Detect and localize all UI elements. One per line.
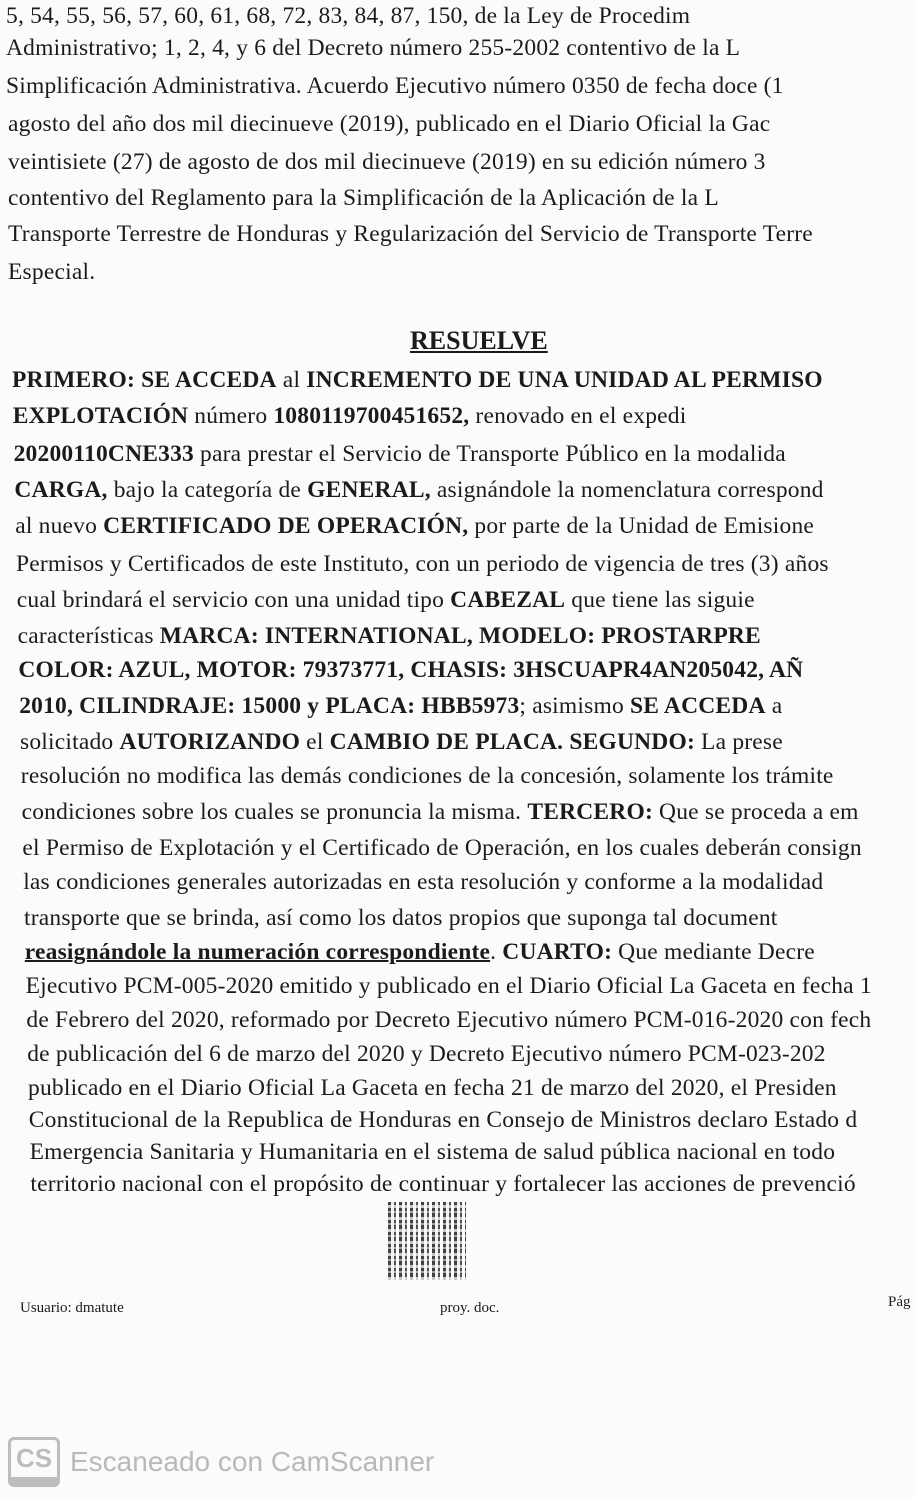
watermark-text: Escaneado con CamScanner: [70, 1446, 435, 1477]
text-segment: solicitado: [20, 729, 120, 755]
text-line: [25, 938, 815, 966]
text-line: [6, 34, 740, 62]
text-segment: por parte de la Unidad de Emisione: [468, 513, 815, 539]
bold-text: AUTORIZANDO: [119, 729, 301, 755]
text-line: [17, 586, 755, 614]
bold-text: reasignándole la numeración correspondiente: [24, 939, 491, 965]
bold-text: PRIMERO: SE ACCEDA: [12, 367, 277, 393]
text-segment: número: [188, 403, 274, 429]
bold-text: CAMBIO DE PLACA. SEGUNDO:: [329, 729, 695, 755]
bold-text: GENERAL,: [307, 477, 431, 503]
text-line: [8, 220, 813, 248]
text-line: [12, 366, 823, 394]
text-line: [18, 622, 761, 650]
qr-code: [388, 1202, 466, 1280]
bold-text: COLOR: AZUL, MOTOR: 79373771, CHASIS: 3HSCUAPR4AN205042, AÑ: [18, 657, 804, 683]
footer-page: Pág: [888, 1294, 911, 1310]
text-line: [8, 148, 766, 176]
text-segment: al: [276, 367, 307, 393]
text-segment: Ejecutivo PCM-005-2020 emitido y publicado en el Diario Oficial La Gaceta en fecha 1: [25, 973, 872, 999]
text-segment: el: [300, 729, 330, 755]
camscanner-logo-icon: CS: [8, 1437, 60, 1487]
text-segment: publicado en el Diario Oficial La Gaceta en fecha 21 de marzo del 2020, el Presiden: [28, 1075, 837, 1101]
bold-text: CARGA,: [14, 477, 108, 503]
text-segment: al nuevo: [15, 513, 104, 539]
text-line: [26, 1006, 871, 1034]
bold-text: 1080119700451652,: [273, 403, 470, 429]
bold-text: 20200110CNE333: [13, 441, 194, 467]
text-line: [30, 1170, 855, 1198]
text-line: [6, 2, 690, 30]
text-line: [15, 512, 814, 540]
bold-text: TERCERO:: [527, 799, 653, 825]
text-segment: que tiene las siguie: [565, 587, 755, 613]
text-line: [21, 762, 834, 790]
text-line: [23, 868, 823, 896]
bold-text: SE ACCEDA: [629, 693, 766, 719]
text-segment: las condiciones generales autorizadas en esta resolución y conforme a la modalidad: [23, 869, 824, 895]
text-line: [30, 1138, 836, 1166]
text-line: [29, 1106, 858, 1134]
text-line: [16, 550, 829, 578]
text-segment: Constitucional de la Republica de Honduras en Consejo de Ministros declaro Estado d: [28, 1107, 858, 1133]
text-segment: Permisos y Certificados de este Instituto, con un periodo de vigencia de tres (3) años: [16, 551, 829, 577]
text-line: [6, 72, 784, 100]
text-segment: contentivo del Reglamento para la Simplificación de la Aplicación de la L: [8, 185, 719, 211]
text-line: [27, 1040, 826, 1068]
text-segment: de Febrero del 2020, reformado por Decreto Ejecutivo número PCM-016-2020 con fech: [26, 1007, 872, 1033]
text-line: [8, 184, 719, 212]
text-segment: territorio nacional con el propósito de continuar y fortalecer las acciones de prevenció: [30, 1171, 856, 1197]
text-segment: asignándole la nomenclatura correspond: [430, 477, 824, 503]
text-line: [8, 110, 770, 138]
text-line: [26, 972, 872, 1000]
text-segment: Simplificación Administrativa. Acuerdo Ejecutivo número 0350 de fecha doce (1: [6, 73, 784, 99]
text-line: [28, 1074, 837, 1102]
bold-text: CUARTO:: [502, 939, 613, 965]
text-segment: de publicación del 6 de marzo del 2020 y Decreto Ejecutivo número PCM-023-202: [27, 1041, 826, 1067]
text-segment: Emergencia Sanitaria y Humanitaria en el sistema de salud pública nacional en todo: [29, 1139, 836, 1165]
text-segment: .: [490, 939, 503, 965]
text-line: [14, 440, 786, 468]
text-segment: resolución no modifica las demás condiciones de la concesión, solamente los trámite: [20, 763, 834, 789]
text-segment: Transporte Terrestre de Honduras y Regularización del Servicio de Transporte Terre: [8, 221, 813, 247]
text-segment: ; asimismo: [519, 693, 630, 719]
footer-user: Usuario: dmatute: [20, 1300, 124, 1316]
text-segment: a: [765, 693, 783, 719]
text-line: [22, 834, 861, 862]
text-segment: Administrativo; 1, 2, 4, y 6 del Decreto número 255-2002 contentivo de la L: [6, 35, 741, 61]
text-segment: Que mediante Decre: [612, 939, 815, 965]
text-line: [8, 258, 95, 286]
bold-text: 2010, CILINDRAJE: 15000 y PLACA: HBB5973: [19, 693, 520, 719]
text-segment: La prese: [694, 729, 783, 755]
text-segment: bajo la categoría de: [107, 477, 308, 503]
text-segment: características: [17, 623, 160, 649]
text-segment: transporte que se brinda, así como los datos propios que suponga tal document: [24, 905, 778, 931]
bold-text: EXPLOTACIÓN: [12, 403, 189, 429]
bold-text: MARCA: INTERNATIONAL, MODELO: PROSTARPRE: [159, 623, 761, 649]
text-segment: 5, 54, 55, 56, 57, 60, 61, 68, 72, 83, 84, 87, 150, de la Ley de Procedim: [6, 3, 691, 29]
text-line: [20, 728, 783, 756]
text-line: [18, 656, 803, 684]
text-segment: agosto del año dos mil diecinueve (2019), publicado en el Diario Oficial la Gac: [8, 111, 771, 137]
bold-text: INCREMENTO DE UNA UNIDAD AL PERMISO: [306, 367, 823, 393]
text-segment: Que se proceda a em: [652, 799, 859, 825]
footer-center: proy. doc.: [440, 1300, 500, 1316]
camscanner-watermark: [8, 1437, 434, 1487]
text-line: [13, 402, 687, 430]
text-segment: condiciones sobre los cuales se pronuncia la misma.: [21, 799, 528, 825]
text-segment: renovado en el expedi: [469, 403, 687, 429]
text-segment: para prestar el Servicio de Transporte Público en la modalida: [193, 441, 786, 467]
text-segment: el Permiso de Explotación y el Certificado de Operación, en los cuales deberán consign: [22, 835, 862, 861]
text-line: [19, 692, 782, 720]
text-line: [22, 798, 859, 826]
text-segment: cual brindará el servicio con una unidad tipo: [16, 587, 451, 613]
text-line: [14, 476, 823, 504]
bold-text: CERTIFICADO DE OPERACIÓN,: [103, 513, 469, 539]
resolution-heading: RESUELVE: [410, 326, 548, 355]
text-segment: veintisiete (27) de agosto de dos mil diecinueve (2019) en su edición número 3: [8, 149, 766, 175]
bold-text: CABEZAL: [450, 587, 566, 613]
text-line: [24, 904, 778, 932]
text-segment: Especial.: [8, 259, 96, 285]
